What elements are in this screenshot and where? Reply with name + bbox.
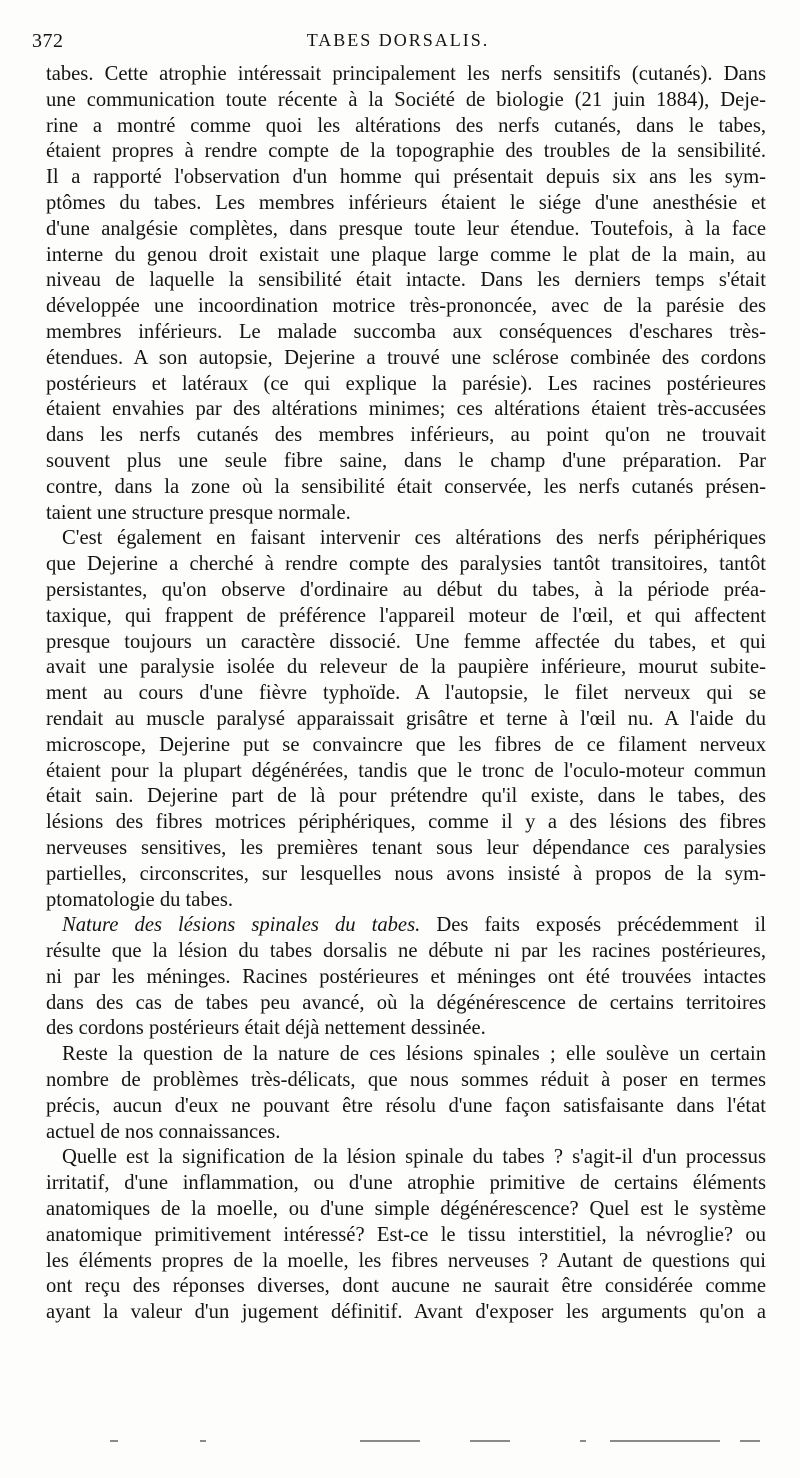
- page-number: 372: [32, 30, 64, 52]
- text-line: niveau de laquelle la sensibilité était intacte. Dans les derniers temps s'était: [46, 269, 766, 292]
- text-line: contre, dans la zone où la sensibilité était conservée, les nerfs cutanés présen-: [46, 475, 766, 498]
- text-line: Reste la question de la nature de ces lésions spinales ; elle soulève un certain: [62, 1043, 766, 1066]
- print-artifact-marks: [110, 1440, 760, 1448]
- text-line: était sain. Dejerine part de là pour prétendre qu'il existe, dans le tabes, des: [46, 785, 766, 808]
- text-line: taxique, qui frappent de préférence l'appareil moteur de l'œil, et qui affectent: [46, 604, 766, 627]
- text-line: dans les nerfs cutanés des membres inférieurs, au point qu'on ne trouvait: [46, 424, 766, 447]
- text-line: persistantes, qu'on observe d'ordinaire au début du tabes, à la période préa-: [46, 578, 766, 601]
- text-line: Quelle est la signification de la lésion spinale du tabes ? s'agit-il d'un processus: [62, 1146, 766, 1169]
- text-line: anatomique primitivement intéressé? Est-ce le tissu interstitiel, la névroglie? ou: [46, 1223, 766, 1246]
- text-line: partielles, circonscrites, sur lesquelles nous avons insisté à propos de la sym-: [46, 862, 766, 885]
- text-line: étaient propres à rendre compte de la topographie des troubles de la sensibilité.: [46, 140, 766, 163]
- text-line: nerveuses sensitives, les premières tenant sous leur dépendance ces paralysies: [46, 836, 766, 859]
- text-line: étaient envahies par des altérations minimes; ces altérations étaient très-accusées: [46, 398, 766, 421]
- text-line: actuel de nos connaissances.: [46, 1120, 281, 1143]
- text-line: nombre de problèmes très-délicats, que nous sommes réduit à poser en termes: [46, 1069, 766, 1092]
- text-line: microscope, Dejerine put se convaincre que les fibres de ce filament nerveux: [46, 733, 766, 756]
- text-line: ni par les méninges. Racines postérieures et méninges ont été trouvées intactes: [46, 965, 766, 988]
- text-line: des cordons postérieurs était déjà nettement dessinée.: [46, 1017, 486, 1040]
- text-line: ayant la valeur d'un jugement définitif. Avant d'exposer les arguments qu'on a: [46, 1301, 766, 1324]
- text-line: Nature des lésions spinales du tabes. Des faits exposés précédemment il: [62, 914, 767, 937]
- text-line: ptômes du tabes. Les membres inférieurs étaient le siége d'une anesthésie et: [46, 191, 766, 214]
- text-line: étaient pour la plupart dégénérées, tandis que le tronc de l'oculo-moteur commun: [46, 759, 766, 782]
- print-mark: [470, 1440, 510, 1442]
- text-line: rine a montré comme quoi les altérations des nerfs cutanés, dans le tabes,: [46, 114, 766, 137]
- text-line: précis, aucun d'eux ne pouvant être résolu d'une façon satisfaisante dans l'état: [46, 1094, 766, 1117]
- print-mark: [580, 1440, 586, 1442]
- text-line: que Dejerine a cherché à rendre compte des paralysies tantôt transitoires, tantôt: [46, 553, 766, 576]
- page-header: [32, 28, 764, 54]
- print-mark: [610, 1440, 720, 1442]
- text-line: tabes. Cette atrophie intéressait principalement les nerfs sensitifs (cutanés). Dans: [46, 63, 766, 85]
- text-line: rendait au muscle paralysé apparaissait grisâtre et terne à l'œil nu. A l'aide du: [46, 707, 766, 730]
- text-line: résulte que la lésion du tabes dorsalis ne débute ni par les racines postérieures,: [46, 940, 766, 963]
- text-line: ptomatologie du tabes.: [46, 888, 234, 911]
- body-text: [46, 62, 766, 1326]
- text-line: C'est également en faisant intervenir ces altérations des nerfs périphériques: [62, 527, 766, 550]
- text-line: taient une structure presque normale.: [46, 501, 351, 524]
- running-title: TABES DORSALIS.: [306, 30, 490, 50]
- print-mark: [360, 1440, 420, 1442]
- print-mark: [110, 1440, 118, 1442]
- print-mark: [200, 1440, 206, 1442]
- text-line: les éléments propres de la moelle, les fibres nerveuses ? Autant de questions qui: [46, 1249, 766, 1272]
- text-line: souvent plus une seule fibre saine, dans le champ d'une préparation. Par: [46, 449, 766, 472]
- text-line: développée une incoordination motrice très-prononcée, avec de la parésie des: [46, 295, 766, 318]
- section-heading: Nature des lésions spinales du tabes.: [62, 914, 421, 937]
- text-line: d'une analgésie complètes, dans presque toute leur étendue. Toutefois, à la face: [46, 217, 766, 240]
- print-mark: [740, 1440, 760, 1442]
- text-line: lésions des fibres motrices périphériques, comme il y a des lésions des fibres: [46, 811, 766, 834]
- text-line: ont reçu des réponses diverses, dont aucune ne saurait être considérée comme: [46, 1275, 766, 1298]
- text-line: Il a rapporté l'observation d'un homme qui présentait depuis six ans les sym-: [46, 166, 766, 189]
- text-line: une communication toute récente à la Société de biologie (21 juin 1884), Deje-: [46, 88, 766, 111]
- text-line: anatomiques de la moelle, ou d'une simple dégénérescence? Quel est le système: [46, 1198, 766, 1221]
- text-line: irritatif, d'une inflammation, ou d'une atrophie primitive de certains éléments: [46, 1172, 766, 1195]
- text-line: avait une paralysie isolée du releveur de la paupière inférieure, mourut subite-: [46, 656, 766, 679]
- text-line: presque toujours un caractère dissocié. Une femme affectée du tabes, et qui: [46, 630, 766, 653]
- text-line: interne du genou droit existait une plaque large comme le plat de la main, au: [46, 243, 766, 266]
- text-line: étendues. A son autopsie, Dejerine a trouvé une sclérose combinée des cordons: [46, 346, 766, 369]
- text-line: postérieurs et latéraux (ce qui explique la parésie). Les racines postérieures: [46, 372, 766, 395]
- text-line: dans des cas de tabes peu avancé, où la dégénérescence de certains territoires: [46, 991, 766, 1014]
- text-line: membres inférieurs. Le malade succomba aux conséquences d'eschares très-: [46, 320, 766, 343]
- text-line: ment au cours d'une fièvre typhoïde. A l'autopsie, le filet nerveux qui se: [46, 682, 766, 705]
